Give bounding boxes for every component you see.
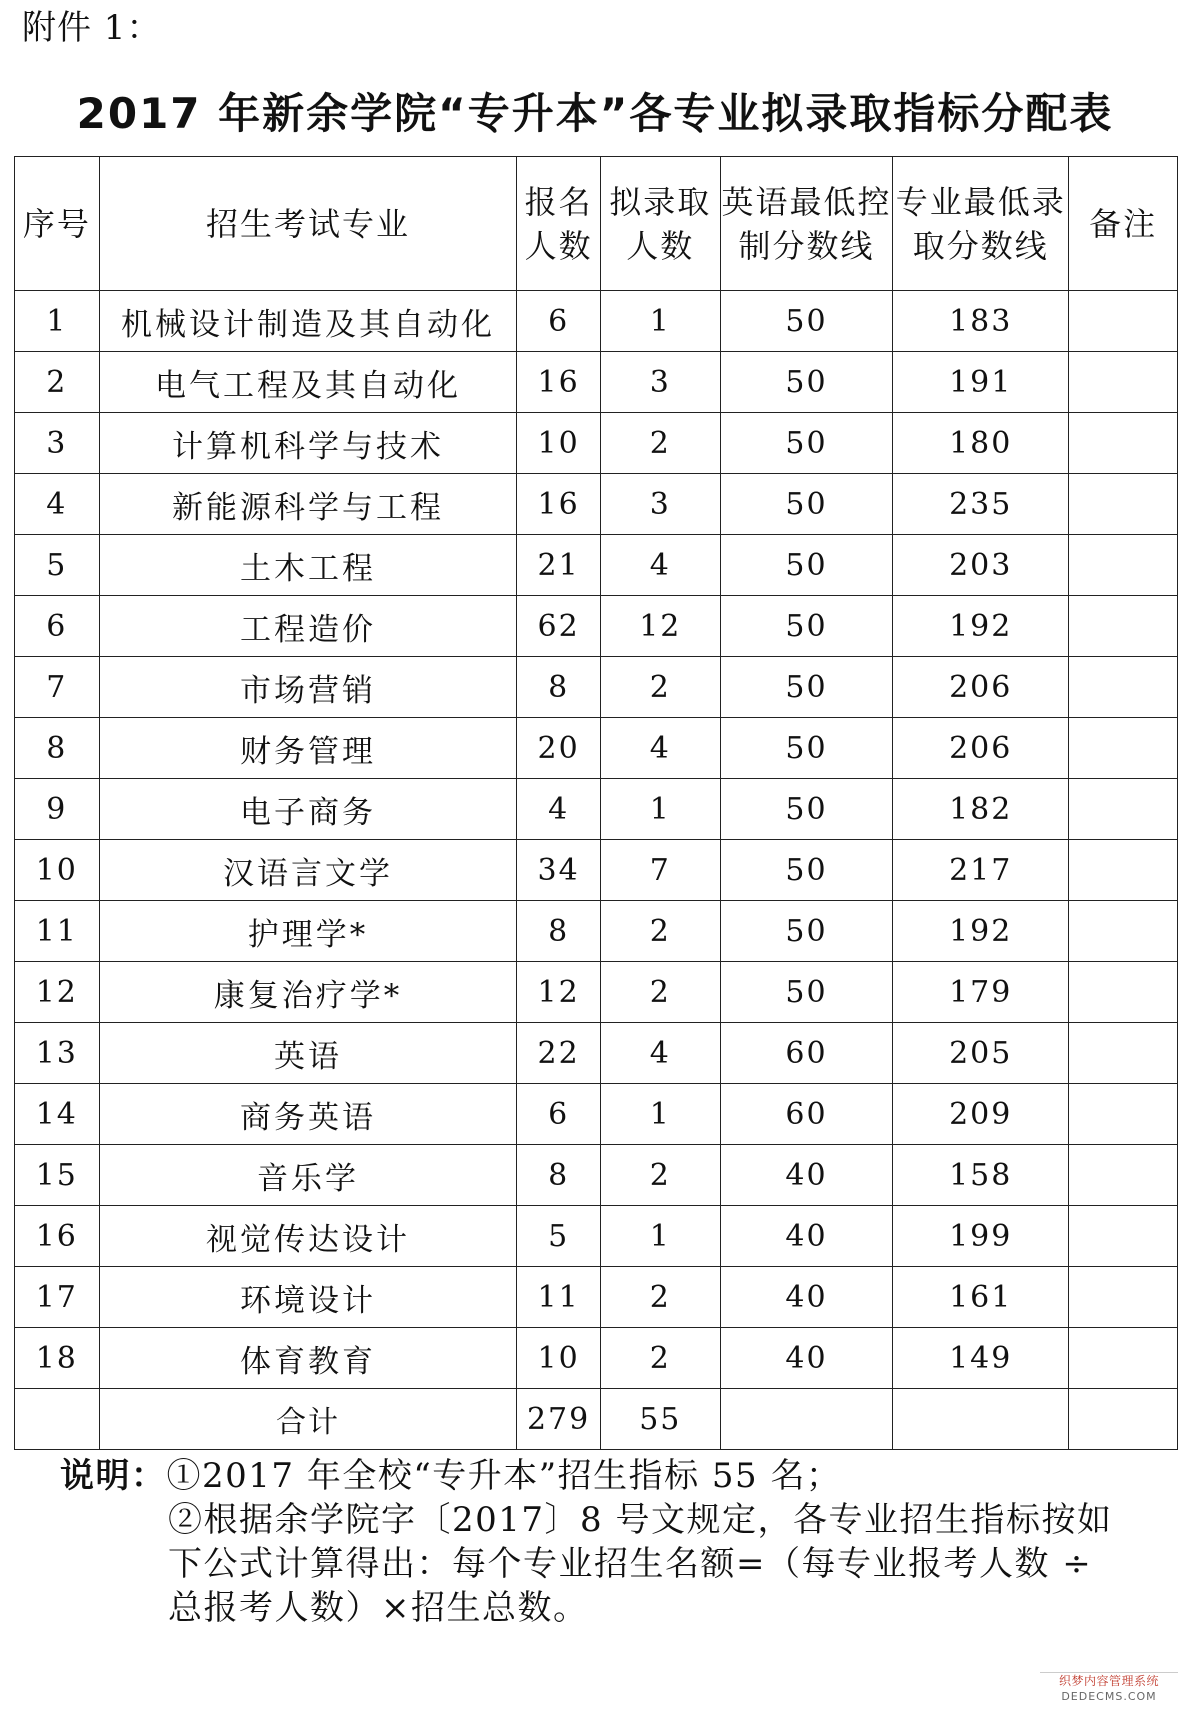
total-major-min-blank [893, 1389, 1069, 1450]
cell-remarks [1069, 1267, 1178, 1328]
notes-item-2-line-1: ②根据余学院字〔2017〕8 号文规定，各专业招生指标按如 [168, 1500, 1113, 1540]
cell-major: 计算机科学与技术 [99, 413, 517, 474]
cell-admit: 4 [600, 535, 720, 596]
cell-index: 5 [15, 535, 100, 596]
header-english-min [720, 157, 893, 291]
cell-major-min: 180 [893, 413, 1069, 474]
header-major: 招生考试专业 [99, 157, 517, 291]
cell-major-min: 179 [893, 962, 1069, 1023]
cell-remarks [1069, 413, 1178, 474]
cell-admit: 7 [600, 840, 720, 901]
cell-applicants: 8 [517, 657, 601, 718]
cell-remarks [1069, 1023, 1178, 1084]
cell-applicants: 10 [517, 1328, 601, 1389]
cell-major-min: 192 [893, 596, 1069, 657]
table-row [15, 1206, 1178, 1267]
cell-remarks [1069, 1145, 1178, 1206]
table-header-row [15, 157, 1178, 291]
cell-applicants: 16 [517, 352, 601, 413]
cell-index: 6 [15, 596, 100, 657]
cell-english-min: 40 [720, 1145, 893, 1206]
header-admit-line1: 拟录取 [609, 182, 712, 221]
table-row [15, 413, 1178, 474]
cell-index: 14 [15, 1084, 100, 1145]
table-row [15, 535, 1178, 596]
total-label: 合计 [99, 1389, 517, 1450]
table-row [15, 1267, 1178, 1328]
cell-admit: 2 [600, 413, 720, 474]
cell-index: 10 [15, 840, 100, 901]
cell-major: 商务英语 [99, 1084, 517, 1145]
cell-remarks [1069, 474, 1178, 535]
cell-english-min: 50 [720, 901, 893, 962]
cell-index: 7 [15, 657, 100, 718]
total-english-blank [720, 1389, 893, 1450]
cell-major: 财务管理 [99, 718, 517, 779]
table-row [15, 718, 1178, 779]
cell-english-min: 50 [720, 474, 893, 535]
cell-major: 康复治疗学* [99, 962, 517, 1023]
cell-applicants: 6 [517, 291, 601, 352]
watermark-line-1: 织梦内容管理系统 [1058, 1674, 1159, 1688]
cell-applicants: 62 [517, 596, 601, 657]
cell-english-min: 50 [720, 535, 893, 596]
header-index: 序号 [15, 157, 100, 291]
cell-applicants: 16 [517, 474, 601, 535]
notes-item-1: ①2017 年全校“专升本”招生指标 55 名； [166, 1456, 842, 1496]
cell-index: 2 [15, 352, 100, 413]
cell-remarks [1069, 779, 1178, 840]
cell-major-min: 191 [893, 352, 1069, 413]
table-row [15, 474, 1178, 535]
cell-major-min: 206 [893, 718, 1069, 779]
cell-major-min: 203 [893, 535, 1069, 596]
cell-applicants: 12 [517, 962, 601, 1023]
cell-english-min: 50 [720, 657, 893, 718]
cell-major: 护理学* [99, 901, 517, 962]
cell-remarks [1069, 1328, 1178, 1389]
cell-major: 视觉传达设计 [99, 1206, 517, 1267]
quota-table [14, 156, 1178, 1450]
header-applicants [517, 157, 601, 291]
cell-applicants: 8 [517, 1145, 601, 1206]
cell-applicants: 8 [517, 901, 601, 962]
cell-english-min: 40 [720, 1328, 893, 1389]
cell-remarks [1069, 596, 1178, 657]
cell-english-min: 50 [720, 779, 893, 840]
cell-remarks [1069, 840, 1178, 901]
cell-applicants: 21 [517, 535, 601, 596]
notes-line-1 [60, 1454, 1180, 1498]
cell-index: 18 [15, 1328, 100, 1389]
cell-applicants: 5 [517, 1206, 601, 1267]
cell-major-min: 199 [893, 1206, 1069, 1267]
cell-english-min: 40 [720, 1206, 893, 1267]
cell-english-min: 50 [720, 962, 893, 1023]
table-row [15, 596, 1178, 657]
cell-remarks [1069, 962, 1178, 1023]
header-admit-line2: 人数 [626, 226, 695, 265]
cell-admit: 2 [600, 1145, 720, 1206]
table-row [15, 1023, 1178, 1084]
cell-english-min: 50 [720, 596, 893, 657]
cell-major-min: 209 [893, 1084, 1069, 1145]
cell-major-min: 158 [893, 1145, 1069, 1206]
cell-applicants: 34 [517, 840, 601, 901]
cell-major: 土木工程 [99, 535, 517, 596]
table-row [15, 779, 1178, 840]
cell-major: 英语 [99, 1023, 517, 1084]
cell-remarks [1069, 535, 1178, 596]
header-english-min-line2: 制分数线 [738, 226, 875, 265]
header-remarks: 备注 [1069, 157, 1178, 291]
cell-index: 12 [15, 962, 100, 1023]
cell-major: 市场营销 [99, 657, 517, 718]
notes-item-2-line-3: 总报考人数）×招生总数。 [168, 1588, 589, 1628]
cell-major: 环境设计 [99, 1267, 517, 1328]
cell-admit: 4 [600, 1023, 720, 1084]
notes [60, 1454, 1180, 1630]
header-major-min [893, 157, 1069, 291]
table-row [15, 657, 1178, 718]
cell-index: 1 [15, 291, 100, 352]
table-row [15, 352, 1178, 413]
cell-major: 汉语言文学 [99, 840, 517, 901]
cell-index: 9 [15, 779, 100, 840]
cell-english-min: 50 [720, 840, 893, 901]
header-major-min-line2: 取分数线 [912, 226, 1049, 265]
cell-major: 体育教育 [99, 1328, 517, 1389]
cell-remarks [1069, 657, 1178, 718]
watermark-logo [1040, 1672, 1178, 1709]
cell-major: 机械设计制造及其自动化 [99, 291, 517, 352]
cell-admit: 1 [600, 1084, 720, 1145]
table-row [15, 840, 1178, 901]
cell-admit: 2 [600, 962, 720, 1023]
cell-major-min: 217 [893, 840, 1069, 901]
total-admit: 55 [600, 1389, 720, 1450]
cell-major: 电气工程及其自动化 [99, 352, 517, 413]
table-row [15, 1084, 1178, 1145]
cell-applicants: 11 [517, 1267, 601, 1328]
cell-admit: 3 [600, 352, 720, 413]
table-row [15, 1145, 1178, 1206]
total-applicants: 279 [517, 1389, 601, 1450]
table-row [15, 962, 1178, 1023]
header-applicants-line1: 报名 [524, 182, 593, 221]
total-index-blank [15, 1389, 100, 1450]
cell-index: 15 [15, 1145, 100, 1206]
cell-index: 3 [15, 413, 100, 474]
cell-major-min: 205 [893, 1023, 1069, 1084]
cell-applicants: 10 [517, 413, 601, 474]
cell-admit: 3 [600, 474, 720, 535]
table-row [15, 901, 1178, 962]
notes-lead: 说明： [60, 1456, 167, 1496]
header-applicants-line2: 人数 [524, 226, 593, 265]
table-row [15, 291, 1178, 352]
cell-applicants: 6 [517, 1084, 601, 1145]
cell-index: 16 [15, 1206, 100, 1267]
table-total-row [15, 1389, 1178, 1450]
cell-english-min: 60 [720, 1084, 893, 1145]
cell-major-min: 149 [893, 1328, 1069, 1389]
cell-remarks [1069, 1084, 1178, 1145]
header-english-min-line1: 英语最低控 [721, 182, 892, 221]
cell-remarks [1069, 901, 1178, 962]
cell-admit: 1 [600, 1206, 720, 1267]
attachment-label: 附件 1： [22, 8, 162, 48]
cell-english-min: 50 [720, 413, 893, 474]
cell-remarks [1069, 1206, 1178, 1267]
cell-major: 工程造价 [99, 596, 517, 657]
cell-index: 4 [15, 474, 100, 535]
cell-index: 11 [15, 901, 100, 962]
notes-item-2-line-2: 下公式计算得出：每个专业招生名额=（每专业报考人数 ÷ [168, 1544, 1093, 1584]
cell-major: 电子商务 [99, 779, 517, 840]
cell-major-min: 192 [893, 901, 1069, 962]
cell-english-min: 40 [720, 1267, 893, 1328]
cell-admit: 2 [600, 657, 720, 718]
document-title: 2017 年新余学院“专升本”各专业拟录取指标分配表 [76, 89, 1114, 138]
cell-applicants: 20 [517, 718, 601, 779]
cell-remarks [1069, 291, 1178, 352]
cell-index: 17 [15, 1267, 100, 1328]
total-remarks-blank [1069, 1389, 1178, 1450]
cell-major: 新能源科学与工程 [99, 474, 517, 535]
cell-major: 音乐学 [99, 1145, 517, 1206]
cell-remarks [1069, 718, 1178, 779]
cell-admit: 12 [600, 596, 720, 657]
watermark-line-2: DEDECMS.COM [1061, 1690, 1157, 1703]
cell-remarks [1069, 352, 1178, 413]
cell-index: 8 [15, 718, 100, 779]
table-row [15, 1328, 1178, 1389]
cell-english-min: 50 [720, 291, 893, 352]
cell-admit: 2 [600, 1267, 720, 1328]
cell-major-min: 235 [893, 474, 1069, 535]
cell-english-min: 60 [720, 1023, 893, 1084]
cell-major-min: 182 [893, 779, 1069, 840]
cell-applicants: 4 [517, 779, 601, 840]
cell-admit: 1 [600, 291, 720, 352]
cell-index: 13 [15, 1023, 100, 1084]
header-major-min-line1: 专业最低录 [895, 182, 1066, 221]
cell-major-min: 206 [893, 657, 1069, 718]
cell-english-min: 50 [720, 718, 893, 779]
cell-admit: 2 [600, 901, 720, 962]
cell-major-min: 183 [893, 291, 1069, 352]
cell-major-min: 161 [893, 1267, 1069, 1328]
cell-applicants: 22 [517, 1023, 601, 1084]
cell-english-min: 50 [720, 352, 893, 413]
cell-admit: 2 [600, 1328, 720, 1389]
cell-admit: 1 [600, 779, 720, 840]
cell-admit: 4 [600, 718, 720, 779]
header-admit [600, 157, 720, 291]
